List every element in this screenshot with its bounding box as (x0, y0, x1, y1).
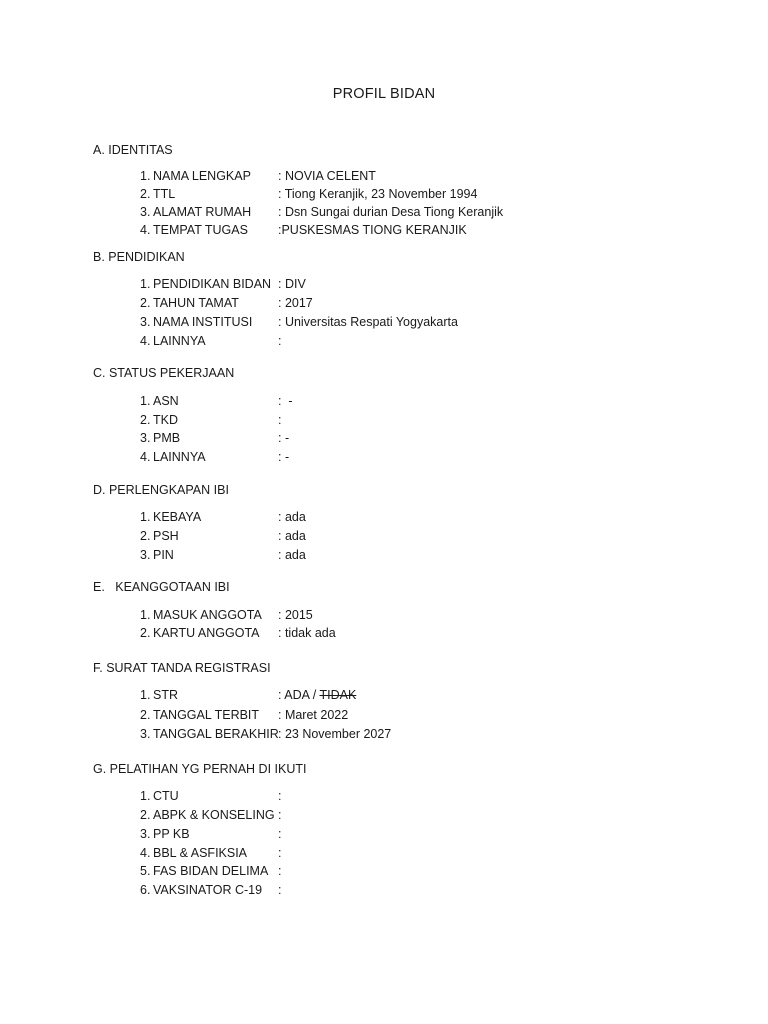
item-number: 4. (140, 334, 151, 348)
item-value: : (278, 883, 282, 897)
section-heading-perlengkapan-ibi: D. PERLENGKAPAN IBI (93, 483, 229, 497)
item-value: :PUSKESMAS TIONG KERANJIK (278, 223, 467, 237)
item-value: : tidak ada (278, 626, 336, 640)
item-value: : (278, 864, 282, 878)
list-item (140, 727, 540, 745)
item-number: 3. (140, 431, 151, 445)
list-item (140, 688, 540, 706)
list-item (140, 808, 540, 826)
item-label: TANGGAL TERBIT (153, 708, 260, 722)
item-number: 1. (140, 277, 151, 291)
item-number: 4. (140, 846, 151, 860)
item-label: VAKSINATOR C-19 (153, 883, 263, 897)
list-item (140, 169, 540, 187)
item-number: 1. (140, 789, 151, 803)
item-label: PENDIDIKAN BIDAN (153, 277, 272, 291)
item-label: CTU (153, 789, 179, 803)
item-value: : Dsn Sungai durian Desa Tiong Keranjik (278, 205, 504, 219)
list-item (140, 708, 540, 726)
item-value: : Maret 2022 (278, 708, 349, 722)
item-value (278, 688, 356, 702)
item-value: : NOVIA CELENT (278, 169, 376, 183)
item-value: : (278, 413, 282, 427)
list-item (140, 315, 540, 333)
item-value: : (278, 827, 282, 841)
item-number: 1. (140, 510, 151, 524)
list-item (140, 529, 540, 547)
list-item (140, 205, 540, 223)
item-label: NAMA INSTITUSI (153, 315, 253, 329)
list-item (140, 413, 540, 431)
item-label: STR (153, 688, 178, 702)
list-item (140, 883, 540, 901)
item-label: TTL (153, 187, 176, 201)
item-number: 3. (140, 205, 151, 219)
list-item (140, 827, 540, 845)
item-value: : Tiong Keranjik, 23 November 1994 (278, 187, 478, 201)
item-label: TAHUN TAMAT (153, 296, 239, 310)
item-number: 2. (140, 413, 151, 427)
item-value: : - (278, 431, 290, 445)
item-number: 4. (140, 223, 151, 237)
item-number: 1. (140, 688, 151, 702)
item-value: : 2017 (278, 296, 313, 310)
item-number: 6. (140, 883, 151, 897)
item-label: KARTU ANGGOTA (153, 626, 260, 640)
item-number: 1. (140, 394, 151, 408)
item-number: 2. (140, 529, 151, 543)
item-value: : ada (278, 510, 306, 524)
list-item (140, 450, 540, 468)
item-number: 2. (140, 296, 151, 310)
section-heading-identitas: A. IDENTITAS (93, 143, 173, 157)
item-value: : Universitas Respati Yogyakarta (278, 315, 458, 329)
section-heading-surat-tanda-registrasi: F. SURAT TANDA REGISTRASI (93, 661, 271, 675)
section-heading-keanggotaan-ibi: E. KEANGGOTAAN IBI (93, 580, 230, 594)
page-title: PROFIL BIDAN (332, 86, 436, 102)
item-value: : ada (278, 548, 306, 562)
item-number: 3. (140, 315, 151, 329)
list-item (140, 510, 540, 528)
list-item (140, 277, 540, 295)
list-item (140, 223, 540, 241)
item-value: : (278, 334, 282, 348)
list-item (140, 626, 540, 644)
item-number: 2. (140, 187, 151, 201)
list-item (140, 187, 540, 205)
item-value: : ada (278, 529, 306, 543)
section-heading-pendidikan: B. PENDIDIKAN (93, 250, 185, 264)
item-number: 2. (140, 626, 151, 640)
list-item (140, 846, 540, 864)
item-number: 2. (140, 808, 151, 822)
item-value: : (278, 808, 282, 822)
item-value: : 2015 (278, 608, 313, 622)
item-number: 1. (140, 169, 151, 183)
item-label: FAS BIDAN DELIMA (153, 864, 269, 878)
item-label: ALAMAT RUMAH (153, 205, 252, 219)
item-value: : - (278, 394, 293, 408)
item-label: BBL & ASFIKSIA (153, 846, 248, 860)
item-label: TEMPAT TUGAS (153, 223, 248, 237)
section-heading-pelatihan: G. PELATIHAN YG PERNAH DI IKUTI (93, 762, 307, 776)
item-value: : (278, 846, 282, 860)
item-label: TKD (153, 413, 178, 427)
item-label: LAINNYA (153, 450, 206, 464)
item-label: TANGGAL BERAKHIR (153, 727, 279, 741)
item-label: PIN (153, 548, 174, 562)
list-item (140, 394, 540, 412)
list-item (140, 431, 540, 449)
item-label: NAMA LENGKAP (153, 169, 251, 183)
struck-option-text: TIDAK (319, 688, 357, 702)
item-number: 5. (140, 864, 151, 878)
list-item (140, 608, 540, 626)
item-number: 3. (140, 827, 151, 841)
list-item (140, 864, 540, 882)
item-label: PMB (153, 431, 181, 445)
item-value: : - (278, 450, 290, 464)
item-label: ABPK & KONSELING (153, 808, 275, 822)
str-value-text: : ADA / (278, 688, 320, 702)
list-item (140, 296, 540, 314)
item-label: PP KB (153, 827, 190, 841)
item-number: 2. (140, 708, 151, 722)
item-label: PSH (153, 529, 179, 543)
item-value: : (278, 789, 282, 803)
item-label: LAINNYA (153, 334, 206, 348)
list-item (140, 548, 540, 566)
item-value: : DIV (278, 277, 306, 291)
section-heading-status-pekerjaan: C. STATUS PEKERJAAN (93, 366, 235, 380)
item-number: 3. (140, 548, 151, 562)
item-value: : 23 November 2027 (278, 727, 392, 741)
item-number: 3. (140, 727, 151, 741)
item-label: KEBAYA (153, 510, 202, 524)
list-item (140, 789, 540, 807)
item-number: 1. (140, 608, 151, 622)
item-label: ASN (153, 394, 179, 408)
list-item (140, 334, 540, 352)
item-number: 4. (140, 450, 151, 464)
item-label: MASUK ANGGOTA (153, 608, 262, 622)
